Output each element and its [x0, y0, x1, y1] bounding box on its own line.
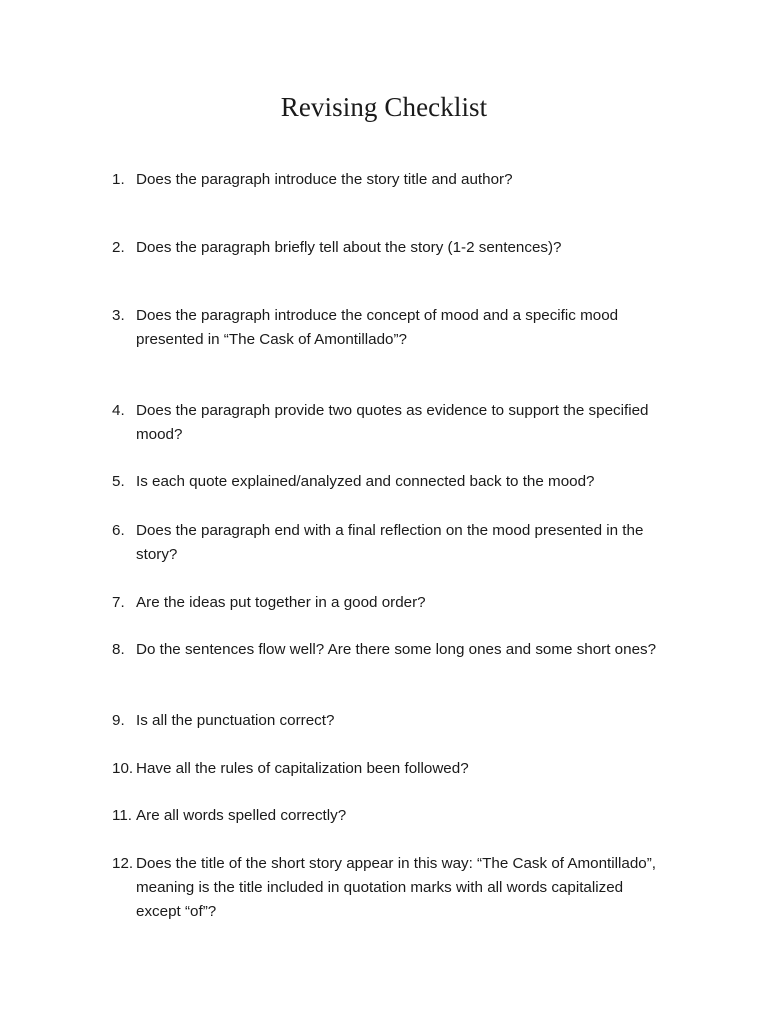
item-number: 10.	[112, 760, 134, 777]
list-item	[112, 236, 672, 260]
item-number: 2.	[112, 239, 125, 256]
item-number: 4.	[112, 402, 125, 419]
list-item	[112, 519, 672, 567]
list-item	[112, 852, 672, 924]
list-item	[112, 591, 672, 615]
item-number: 8.	[112, 641, 125, 658]
list-item	[112, 168, 672, 192]
item-text: Is all the punctuation correct?	[136, 712, 335, 729]
item-text: Does the title of the short story appear in this way: “The Cask of Amontillado”, meaning is the title included in quotation marks with all words capitalized except “of”?	[136, 855, 656, 920]
item-text: Is each quote explained/analyzed and connected back to the mood?	[136, 473, 595, 490]
item-number: 5.	[112, 473, 125, 490]
list-item	[112, 470, 672, 494]
page-title: Revising Checklist	[280, 92, 488, 122]
list-item	[112, 804, 672, 828]
list-item	[112, 757, 672, 781]
list-item	[112, 304, 672, 352]
item-text: Does the paragraph provide two quotes as evidence to support the specified mood?	[136, 402, 649, 443]
item-number: 7.	[112, 594, 125, 611]
item-text: Are the ideas put together in a good order?	[136, 594, 426, 611]
item-text: Do the sentences flow well? Are there some long ones and some short ones?	[136, 641, 657, 658]
item-text: Does the paragraph end with a final reflection on the mood presented in the story?	[136, 522, 644, 563]
item-text: Are all words spelled correctly?	[136, 807, 347, 824]
item-number: 6.	[112, 522, 125, 539]
list-item	[112, 709, 672, 733]
item-number: 11.	[112, 807, 132, 824]
item-text: Does the paragraph introduce the concept of mood and a specific mood presented in “The Cask of Amontillado”?	[136, 307, 619, 348]
list-item	[112, 638, 672, 662]
item-number: 12.	[112, 855, 134, 872]
item-number: 3.	[112, 307, 125, 324]
item-number: 1.	[112, 171, 125, 188]
item-text: Does the paragraph briefly tell about the story (1-2 sentences)?	[136, 239, 562, 256]
item-text: Does the paragraph introduce the story title and author?	[136, 171, 513, 188]
item-text: Have all the rules of capitalization been followed?	[136, 760, 469, 777]
item-number: 9.	[112, 712, 125, 729]
list-item	[112, 399, 672, 447]
